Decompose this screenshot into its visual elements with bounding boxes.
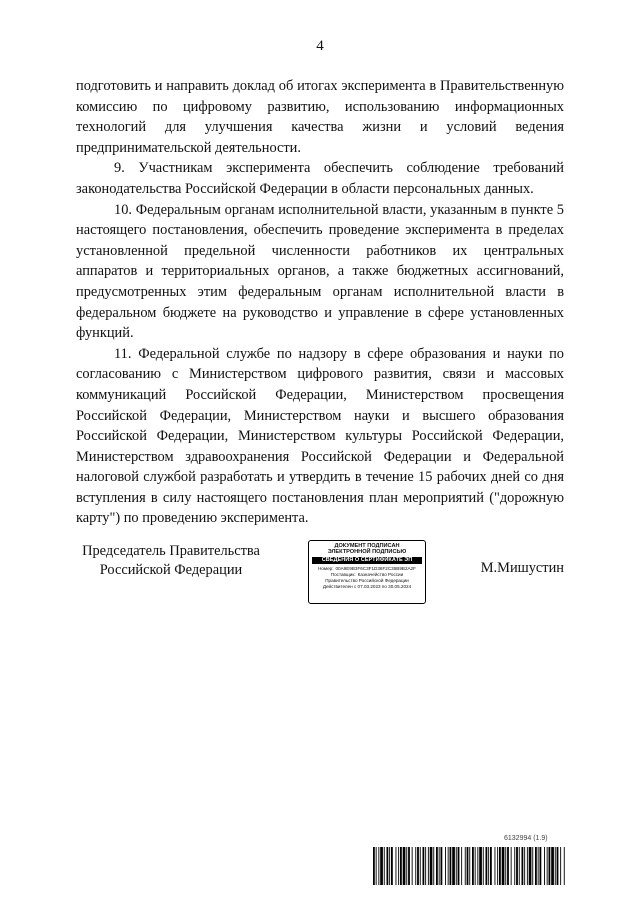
stamp-validity: Действителен с 07.03.2023 по 30.05.2024 [322, 583, 412, 589]
barcode-bar [490, 847, 492, 885]
barcode-bar [384, 847, 385, 885]
barcode-bar [391, 847, 393, 885]
barcode-bar [532, 847, 533, 885]
barcode-bar [408, 847, 410, 885]
barcode [373, 847, 565, 885]
barcode-bar [529, 847, 532, 885]
barcode-bar [527, 847, 528, 885]
barcode-bar [477, 847, 478, 885]
barcode-bar [456, 847, 457, 885]
barcode-bar [396, 847, 397, 885]
barcode-bar [445, 847, 446, 885]
signer-title-line-2: Российской Федерации [99, 562, 243, 578]
barcode-bar [467, 847, 469, 885]
barcode-bar [475, 847, 476, 885]
stamp-serial-value: 00A9E9B3F6C3F1D36F2C35B9B2A2F [335, 565, 416, 571]
page-number: 4 [316, 38, 324, 54]
stamp-issuer-value: Казначейство России [357, 571, 404, 577]
stamp-heading-line-1: ДОКУМЕНТ ПОДПИСАН [334, 543, 400, 549]
barcode-bar [538, 847, 539, 885]
barcode-bar [486, 847, 488, 885]
barcode-bar [547, 847, 548, 885]
barcode-bar [483, 847, 484, 885]
barcode-bar [502, 847, 505, 885]
barcode-bar [378, 847, 379, 885]
barcode-bar [458, 847, 460, 885]
barcode-bar [425, 847, 426, 885]
barcode-bar [511, 847, 512, 885]
barcode-bar [505, 847, 506, 885]
barcode-bar [428, 847, 429, 885]
barcode-bar [439, 847, 440, 885]
barcode-bar [499, 847, 501, 885]
document-id: 6132994 (1.9) [504, 835, 548, 842]
barcode-bar [398, 847, 399, 885]
barcode-bar [430, 847, 433, 885]
barcode-bar [522, 847, 524, 885]
document-body [76, 76, 564, 529]
paragraph-continuation: подготовить и направить доклад об итогах эксперимента в Правительственную комиссию по цифровому развитию, использованию информационных технологий для улучшения качества жизни и условий ведения предпринимательской деятельности. [76, 78, 564, 156]
barcode-bar [557, 847, 559, 885]
barcode-bar [423, 847, 425, 885]
barcode-bar [469, 847, 470, 885]
barcode-bar [406, 847, 407, 885]
barcode-bar [380, 847, 383, 885]
barcode-bar [417, 847, 419, 885]
barcode-bar [488, 847, 489, 885]
barcode-bar [497, 847, 498, 885]
barcode-bar [412, 847, 413, 885]
barcode-bar [400, 847, 402, 885]
stamp-issuer-label: Поставщик: [330, 571, 356, 577]
signer-name: М.Мишустин [480, 560, 564, 576]
barcode-bar [376, 847, 377, 885]
barcode-bar [514, 847, 515, 885]
signature-block [76, 540, 564, 610]
barcode-bar [461, 847, 462, 885]
barcode-bar [524, 847, 525, 885]
barcode-bar [535, 847, 537, 885]
barcode-bar [472, 847, 474, 885]
barcode-bar [452, 847, 455, 885]
barcode-bar [465, 847, 466, 885]
barcode-bar [373, 847, 375, 885]
paragraph-item-11: 11. Федеральной службе по надзору в сфере образования и науки по согласованию с Министерством цифрового развития, связи и массовых коммуникаций Российской Федерации, Министерством просвещения Российской Федерации, Министерством науки и высшего образования Российской Федерации, Министерством культуры Российской Федерации, Министерством здравоохранения Российской Федерации и Федеральной налоговой службой разработать и утвердить в течение 15 рабочих дней со дня вступления в силу настоящего постановления план мероприятий ("дорожную карту") по проведению эксперимента. [76, 345, 564, 527]
barcode-bar [420, 847, 421, 885]
stamp-serial-label: Номер: [318, 565, 334, 571]
barcode-bar [555, 847, 556, 885]
barcode-bar [564, 847, 565, 885]
barcode-bar [415, 847, 416, 885]
barcode-bar [436, 847, 438, 885]
barcode-bar [544, 847, 545, 885]
barcode-bar [549, 847, 551, 885]
barcode-bar [387, 847, 389, 885]
barcode-bar [433, 847, 434, 885]
paragraph-item-10: 10. Федеральным органам исполнительной власти, указанным в пункте 5 настоящего постановления, обеспечить проведение эксперимента в пределах установленной предельной численности работников их центральных аппаратов и территориальных органов, а также бюджетных ассигнований, предусмотренных этим федеральным органам исполнительной власти в федеральном бюджете на руководство и управление в сфере установленных функций. [76, 201, 564, 342]
barcode-bar [441, 847, 443, 885]
barcode-bar [516, 847, 518, 885]
barcode-bar [551, 847, 554, 885]
signer-title-line-1: Председатель Правительства [82, 543, 260, 559]
barcode-bar [389, 847, 390, 885]
stamp-heading-line-2: ЭЛЕКТРОННОЙ ПОДПИСЬЮ [327, 549, 407, 556]
barcode-bar [479, 847, 482, 885]
barcode-bar [403, 847, 406, 885]
barcode-bar [519, 847, 520, 885]
barcode-bar [448, 847, 449, 885]
stamp-certificate-header: СВЕДЕНИЯ О СЕРТИФИКАТЕ ЭП [312, 557, 422, 564]
stamp-owner: Правительство Российской Федерации [325, 577, 409, 583]
signer-title [76, 542, 266, 580]
electronic-signature-stamp [308, 540, 426, 604]
paragraph-item-9: 9. Участникам эксперимента обеспечить соблюдение требований законодательства Российской Федерации в области персональных данных. [76, 160, 564, 197]
barcode-bar [560, 847, 561, 885]
barcode-bar [540, 847, 542, 885]
barcode-bar [507, 847, 509, 885]
barcode-bar [450, 847, 452, 885]
barcode-bar [495, 847, 496, 885]
